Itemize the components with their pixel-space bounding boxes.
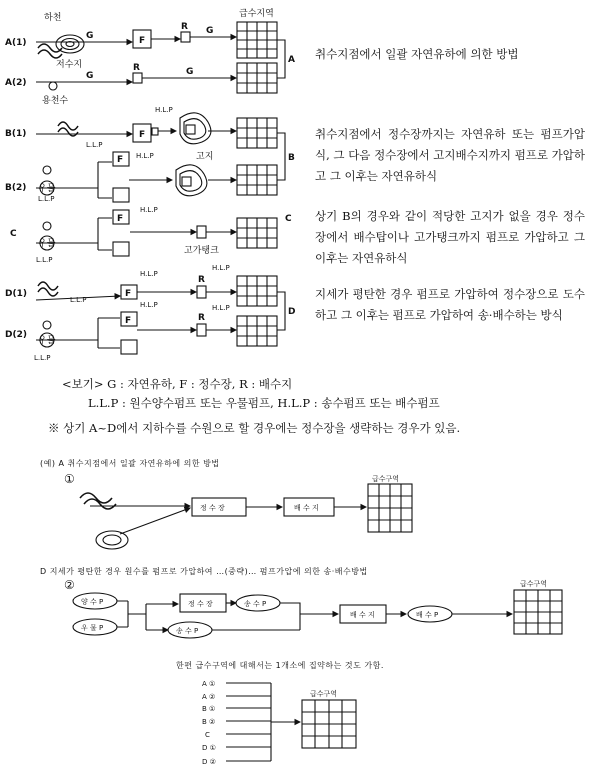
hlp-label: H.L.P [212, 304, 230, 312]
list-b1: B ① [202, 705, 216, 713]
llp-label: L.L.P [34, 354, 51, 362]
description-b: 취수지점에서 정수장까지는 자연유하 또는 펌프가압식, 그 다음 정수장에서 고지배수지까지 펌프로 가압하고 그 이후는 자연유하식 [315, 127, 585, 183]
example-reservoir-label: 배 수 지 [294, 504, 319, 512]
hlp-label: H.L.P [136, 152, 154, 160]
label-reservoir: 저수지 [56, 60, 83, 70]
label-spring: 용천수 [42, 96, 69, 106]
river-icon [38, 44, 62, 58]
list-a1: A ① [202, 680, 216, 688]
legend-line-2: L.L.P : 원수양수펌프 또는 우물펌프, H.L.P : 송수펌프 또는 배수펌프 [88, 396, 440, 410]
reservoir-icon [56, 35, 84, 53]
row-label-b1: B(1) [5, 129, 27, 139]
box-f: F [139, 36, 146, 46]
box-r: R [181, 22, 188, 32]
box-r: R [198, 275, 205, 285]
description-c: 상기 B의 경우와 같이 적당한 고지가 없을 경우 정수장에서 배수탑이나 고가탱크까지 펌프로 가압하고 그 이후는 자연유하식 [315, 209, 585, 265]
hlp-label: H.L.P [212, 264, 230, 272]
row-label-d2: D(2) [5, 330, 27, 340]
group-label-b: B [288, 153, 295, 163]
flow-g: G [86, 71, 94, 81]
row-label-d1: D(1) [5, 289, 27, 299]
list-b2: B ② [202, 718, 216, 726]
group-bracket-d [277, 292, 285, 330]
label-highland: 고지 [196, 152, 214, 162]
row-label-c: C [10, 229, 17, 239]
area-label-2: 급수구역 [520, 580, 548, 588]
pump-dist-label: 배 수 P [416, 611, 439, 619]
label-well: 우물 [38, 336, 56, 346]
well-icon [43, 166, 51, 174]
pump-send-label: 송 수 P [176, 627, 199, 635]
reservoir-label-2: 배 수 지 [350, 611, 375, 619]
hlp-label: H.L.P [140, 270, 158, 278]
flow-g: G [86, 31, 94, 41]
pump-well-label: 우 물 P [81, 624, 104, 632]
area-label-3: 급수구역 [310, 690, 338, 698]
list-c: C [205, 731, 210, 739]
llp-label: L.L.P [36, 256, 53, 264]
llp-label: L.L.P [38, 195, 55, 203]
group-bracket-a [277, 40, 285, 78]
single-area-title: 한편 급수구역에 대해서는 1개소에 집약하는 것도 가함. [176, 661, 384, 670]
elevated-tank-box [197, 226, 206, 238]
list-d2: D ② [202, 758, 216, 766]
row-label-a2: A(2) [5, 78, 27, 88]
label-well: 우물 [38, 239, 56, 249]
pump-raw-label: 양 수 P [81, 598, 104, 606]
flow-g: G [186, 67, 194, 77]
group-label-a: A [288, 55, 295, 65]
hlp-label: H.L.P [140, 301, 158, 309]
label-well: 우물 [38, 184, 56, 194]
label-river: 하천 [44, 13, 62, 23]
group-label-c: C [285, 214, 292, 224]
list-a2: A ② [202, 693, 216, 701]
pump-send-label-2: 송 수 P [244, 600, 267, 608]
row-label-a1: A(1) [5, 38, 27, 48]
legend-line-1: <보기> G : 자연유하, F : 정수장, R : 배수지 [62, 377, 293, 391]
label-elevated-tank: 고가탱크 [184, 246, 219, 256]
highland-icon [180, 113, 211, 144]
group-bracket-b [277, 133, 285, 180]
example-purify-label: 정 수 장 [200, 504, 225, 512]
flow-g: G [206, 26, 214, 36]
reservoir-box [181, 32, 190, 42]
llp-label: L.L.P [70, 296, 87, 304]
box-r: R [133, 63, 140, 73]
description-a: 취수지점에서 일괄 자연유하에 의한 방법 [315, 47, 519, 61]
box-r: R [198, 313, 205, 323]
example-number-1: ① [64, 472, 76, 486]
box-f: F [125, 316, 132, 326]
box-f: F [139, 130, 146, 140]
box-f: F [125, 289, 132, 299]
row-label-b2: B(2) [5, 183, 27, 193]
example-title-2: D 지세가 평탄한 경우 원수를 펌프로 가압하여 …(중략)… 펌프가압에 의한 송·배수방법 [40, 567, 368, 576]
example-area-label: 급수구역 [372, 475, 400, 483]
box-f: F [117, 214, 124, 224]
group-label-d: D [288, 307, 296, 317]
example-number-2: ② [64, 578, 76, 592]
purify-label-2: 정 수 장 [188, 600, 213, 608]
hlp-label: H.L.P [140, 206, 158, 214]
label-service-area: 급수지역 [239, 9, 274, 19]
example-title-1: (예) A 취수지점에서 일괄 자연유하에 의한 방법 [40, 459, 220, 468]
box-f: F [117, 155, 124, 165]
llp-label: L.L.P [86, 141, 103, 149]
hlp-label: H.L.P [155, 106, 173, 114]
description-d: 지세가 평탄한 경우 펌프로 가압하여 정수장으로 도수하고 그 이후는 펌프로 가압하여 송·배수하는 방식 [315, 287, 585, 322]
list-d1: D ① [202, 744, 216, 752]
spring-icon [49, 82, 57, 90]
groundwater-note: ※ 상기 A~D에서 지하수를 수원으로 할 경우에는 정수장을 생략하는 경우가 있음. [48, 421, 461, 435]
